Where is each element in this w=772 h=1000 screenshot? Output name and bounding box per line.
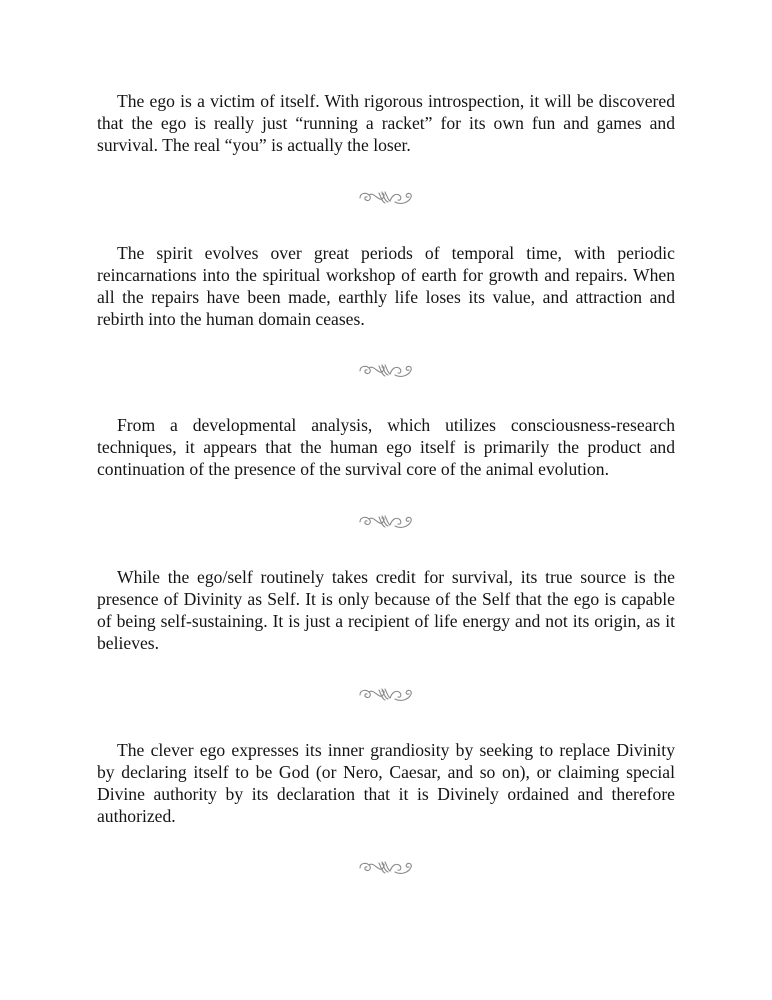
flourish-divider-icon [357, 859, 415, 877]
flourish-divider-icon [357, 362, 415, 380]
flourish-divider-icon [357, 686, 415, 704]
paragraph-1: The ego is a victim of itself. With rigorous introspection, it will be discovered that the ego is really just “running a racket” for its own fun and games and survival. The real “you” is actually the loser. [97, 91, 675, 155]
flourish-divider-icon [357, 189, 415, 207]
paragraph-2: The spirit evolves over great periods of temporal time, with periodic reincarnations into the spiritual workshop of earth for growth and repairs. When all the repairs have been made, earthly life loses its value, and attraction and rebirth into the human domain ceases. [97, 243, 675, 329]
paragraph-3: From a developmental analysis, which utilizes consciousness-research techniques, it appears that the human ego itself is primarily the product and continuation of the presence of the survival core of the animal evolution. [97, 415, 675, 479]
paragraph-4: While the ego/self routinely takes credit for survival, its true source is the presence of Divinity as Self. It is only because of the Self that the ego is capable of being self-sustaining. It is just a recipient of life energy and not its origin, as it believes. [97, 567, 675, 653]
flourish-divider-icon [357, 513, 415, 531]
paragraph-5: The clever ego expresses its inner grandiosity by seeking to replace Divinity by declaring itself to be God (or Nero, Caesar, and so on), or claiming special Divine authority by its declaration that it is Divinely ordained and therefore authorized. [97, 740, 675, 826]
